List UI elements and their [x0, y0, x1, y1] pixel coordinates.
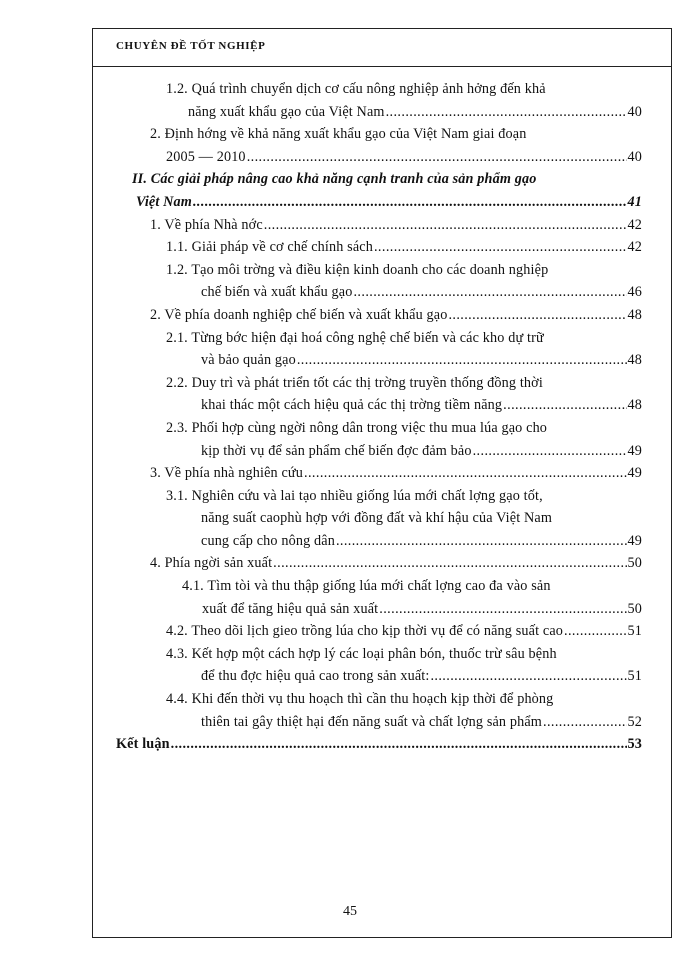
toc-entry-text: năng suất caophù hợp với đồng đất và khí hậu của Việt Nam — [201, 510, 553, 527]
toc-page-number: 41 — [627, 193, 642, 210]
leader-dots — [273, 552, 626, 575]
toc-entry — [166, 78, 642, 123]
toc-entry — [166, 236, 642, 259]
toc-entry-text: 1. Về phía Nhà nớc — [150, 216, 263, 233]
toc-entry-text: khai thác một cách hiệu quả các thị trờng tiềm năng — [201, 397, 503, 414]
toc-entry — [166, 417, 642, 462]
toc-page-number: 40 — [627, 148, 642, 165]
toc-entry-text: 4.2. Theo dõi lịch gieo trồng lúa cho kịp thời vụ để có năng suất cao — [166, 623, 564, 640]
toc-page-number: 48 — [627, 352, 642, 369]
toc-page-number: 50 — [627, 555, 642, 572]
toc-page-number: 42 — [627, 239, 642, 256]
toc-page-number: 40 — [627, 103, 642, 120]
toc-entry-text: 2.3. Phối hợp cùng ngời nông dân trong việc thu mua lúa gạo cho — [166, 419, 548, 436]
leader-dots — [193, 191, 627, 214]
toc-page-number: 51 — [627, 668, 642, 685]
toc-page-number: 49 — [627, 532, 642, 549]
toc-section-heading — [132, 168, 642, 213]
toc-entry-text: và bảo quản gạo — [201, 352, 296, 369]
leader-dots — [473, 440, 627, 463]
leader-dots — [171, 733, 627, 756]
toc-entry-text: thiên tai gây thiệt hại đến năng suất và chất lợng sản phẩm — [201, 713, 542, 730]
toc-page-number: 50 — [627, 600, 642, 617]
toc-page-number: 48 — [627, 306, 642, 323]
toc-page-number: 49 — [627, 465, 642, 482]
toc-entry — [150, 462, 642, 485]
toc-entry-text: 4.3. Kết hợp một cách hợp lý các loại phân bón, thuốc trừ sâu bệnh — [166, 645, 557, 662]
toc-entry-text: 2.2. Duy trì và phát triển tốt các thị trờng truyền thống đồng thời — [166, 374, 543, 391]
toc-entry — [166, 485, 642, 553]
toc-entry-text: cung cấp cho nông dân — [201, 532, 335, 549]
toc-entry-text: 2. Định hớng về khả năng xuất khẩu gạo của Việt Nam giai đoạn — [150, 126, 527, 143]
leader-dots — [503, 394, 626, 417]
toc-page-number: 51 — [627, 623, 642, 640]
toc-entry — [150, 214, 642, 237]
leader-dots — [386, 101, 627, 124]
toc-entry-text: 3.1. Nghiên cứu và lai tạo nhiều giống lúa mới chất lợng gạo tốt, — [166, 487, 543, 504]
toc-entry-text: xuất để tăng hiệu quả sản xuất — [202, 600, 379, 617]
toc-entry-text: 4.1. Tìm tòi và thu thập giống lúa mới chất lợng cao đa vào sản — [182, 578, 551, 595]
toc-entry-text: 1.2. Quá trình chuyển dịch cơ cấu nông nghiệp ảnh hởng đến khả — [166, 81, 546, 97]
toc-entry-text: Việt Nam — [136, 193, 192, 210]
leader-dots — [374, 236, 627, 259]
toc-entry-text: 2. Về phía doanh nghiệp chế biến và xuất khẩu gạo — [150, 306, 448, 323]
toc-entry — [150, 552, 642, 575]
toc-entry-text: 4.4. Khi đến thời vụ thu hoạch thì cần thu hoạch kịp thời để phòng — [166, 691, 554, 708]
table-of-contents — [0, 78, 700, 756]
toc-entry-text: 3. Về phía nhà nghiên cứu — [150, 465, 304, 482]
leader-dots — [430, 665, 626, 688]
toc-entry-text: Kết luận — [116, 736, 170, 753]
leader-dots — [336, 530, 627, 553]
toc-entry-text: để thu đợc hiệu quả cao trong sản xuất: — [201, 668, 430, 685]
leader-dots — [247, 146, 627, 169]
leader-dots — [448, 304, 626, 327]
leader-dots — [297, 349, 627, 372]
toc-page-number: 52 — [627, 713, 642, 730]
leader-dots — [379, 598, 626, 621]
toc-entry-text: 4. Phía ngời sản xuất — [150, 555, 273, 572]
toc-entry-text: 1.1. Giải pháp về cơ chế chính sách — [166, 239, 373, 256]
toc-entry — [182, 575, 642, 620]
leader-dots — [304, 462, 626, 485]
toc-page-number: 49 — [627, 442, 642, 459]
toc-entry-text: 1.2. Tạo môi trờng và điều kiện kinh doanh cho các doanh nghiệp — [166, 261, 549, 278]
running-header: CHUYÊN ĐỀ TỐT NGHIỆP — [116, 40, 266, 52]
toc-page-number: 42 — [627, 216, 642, 233]
toc-entry-text: 2005 — 2010 — [166, 148, 246, 165]
toc-entry — [166, 688, 642, 733]
header-rule — [92, 66, 672, 67]
leader-dots — [564, 620, 626, 643]
toc-page-number: 46 — [627, 284, 642, 301]
leader-dots — [353, 281, 626, 304]
leader-dots — [264, 214, 627, 237]
toc-entry — [166, 643, 642, 688]
toc-entry — [166, 259, 642, 304]
toc-page-number: 53 — [627, 736, 642, 753]
toc-entry-text: II. Các giải pháp nâng cao khả năng cạnh tranh của sản phẩm gạo — [132, 171, 537, 188]
toc-entry — [150, 123, 642, 168]
toc-entry-text: năng xuất khẩu gạo của Việt Nam — [188, 103, 385, 120]
toc-entry-text: kịp thời vụ để sản phẩm chế biến đợc đảm bảo — [201, 442, 472, 459]
page-number: 45 — [343, 904, 357, 919]
toc-entry — [150, 304, 642, 327]
leader-dots — [543, 711, 627, 734]
toc-entry-text: chế biến và xuất khẩu gạo — [201, 284, 353, 301]
toc-entry-text: 2.1. Từng bớc hiện đại hoá công nghệ chế biến và các kho dự trữ — [166, 329, 544, 346]
toc-entry — [166, 327, 642, 372]
toc-conclusion — [116, 733, 642, 756]
toc-entry — [166, 372, 642, 417]
toc-page-number: 48 — [627, 397, 642, 414]
toc-entry — [166, 620, 642, 643]
